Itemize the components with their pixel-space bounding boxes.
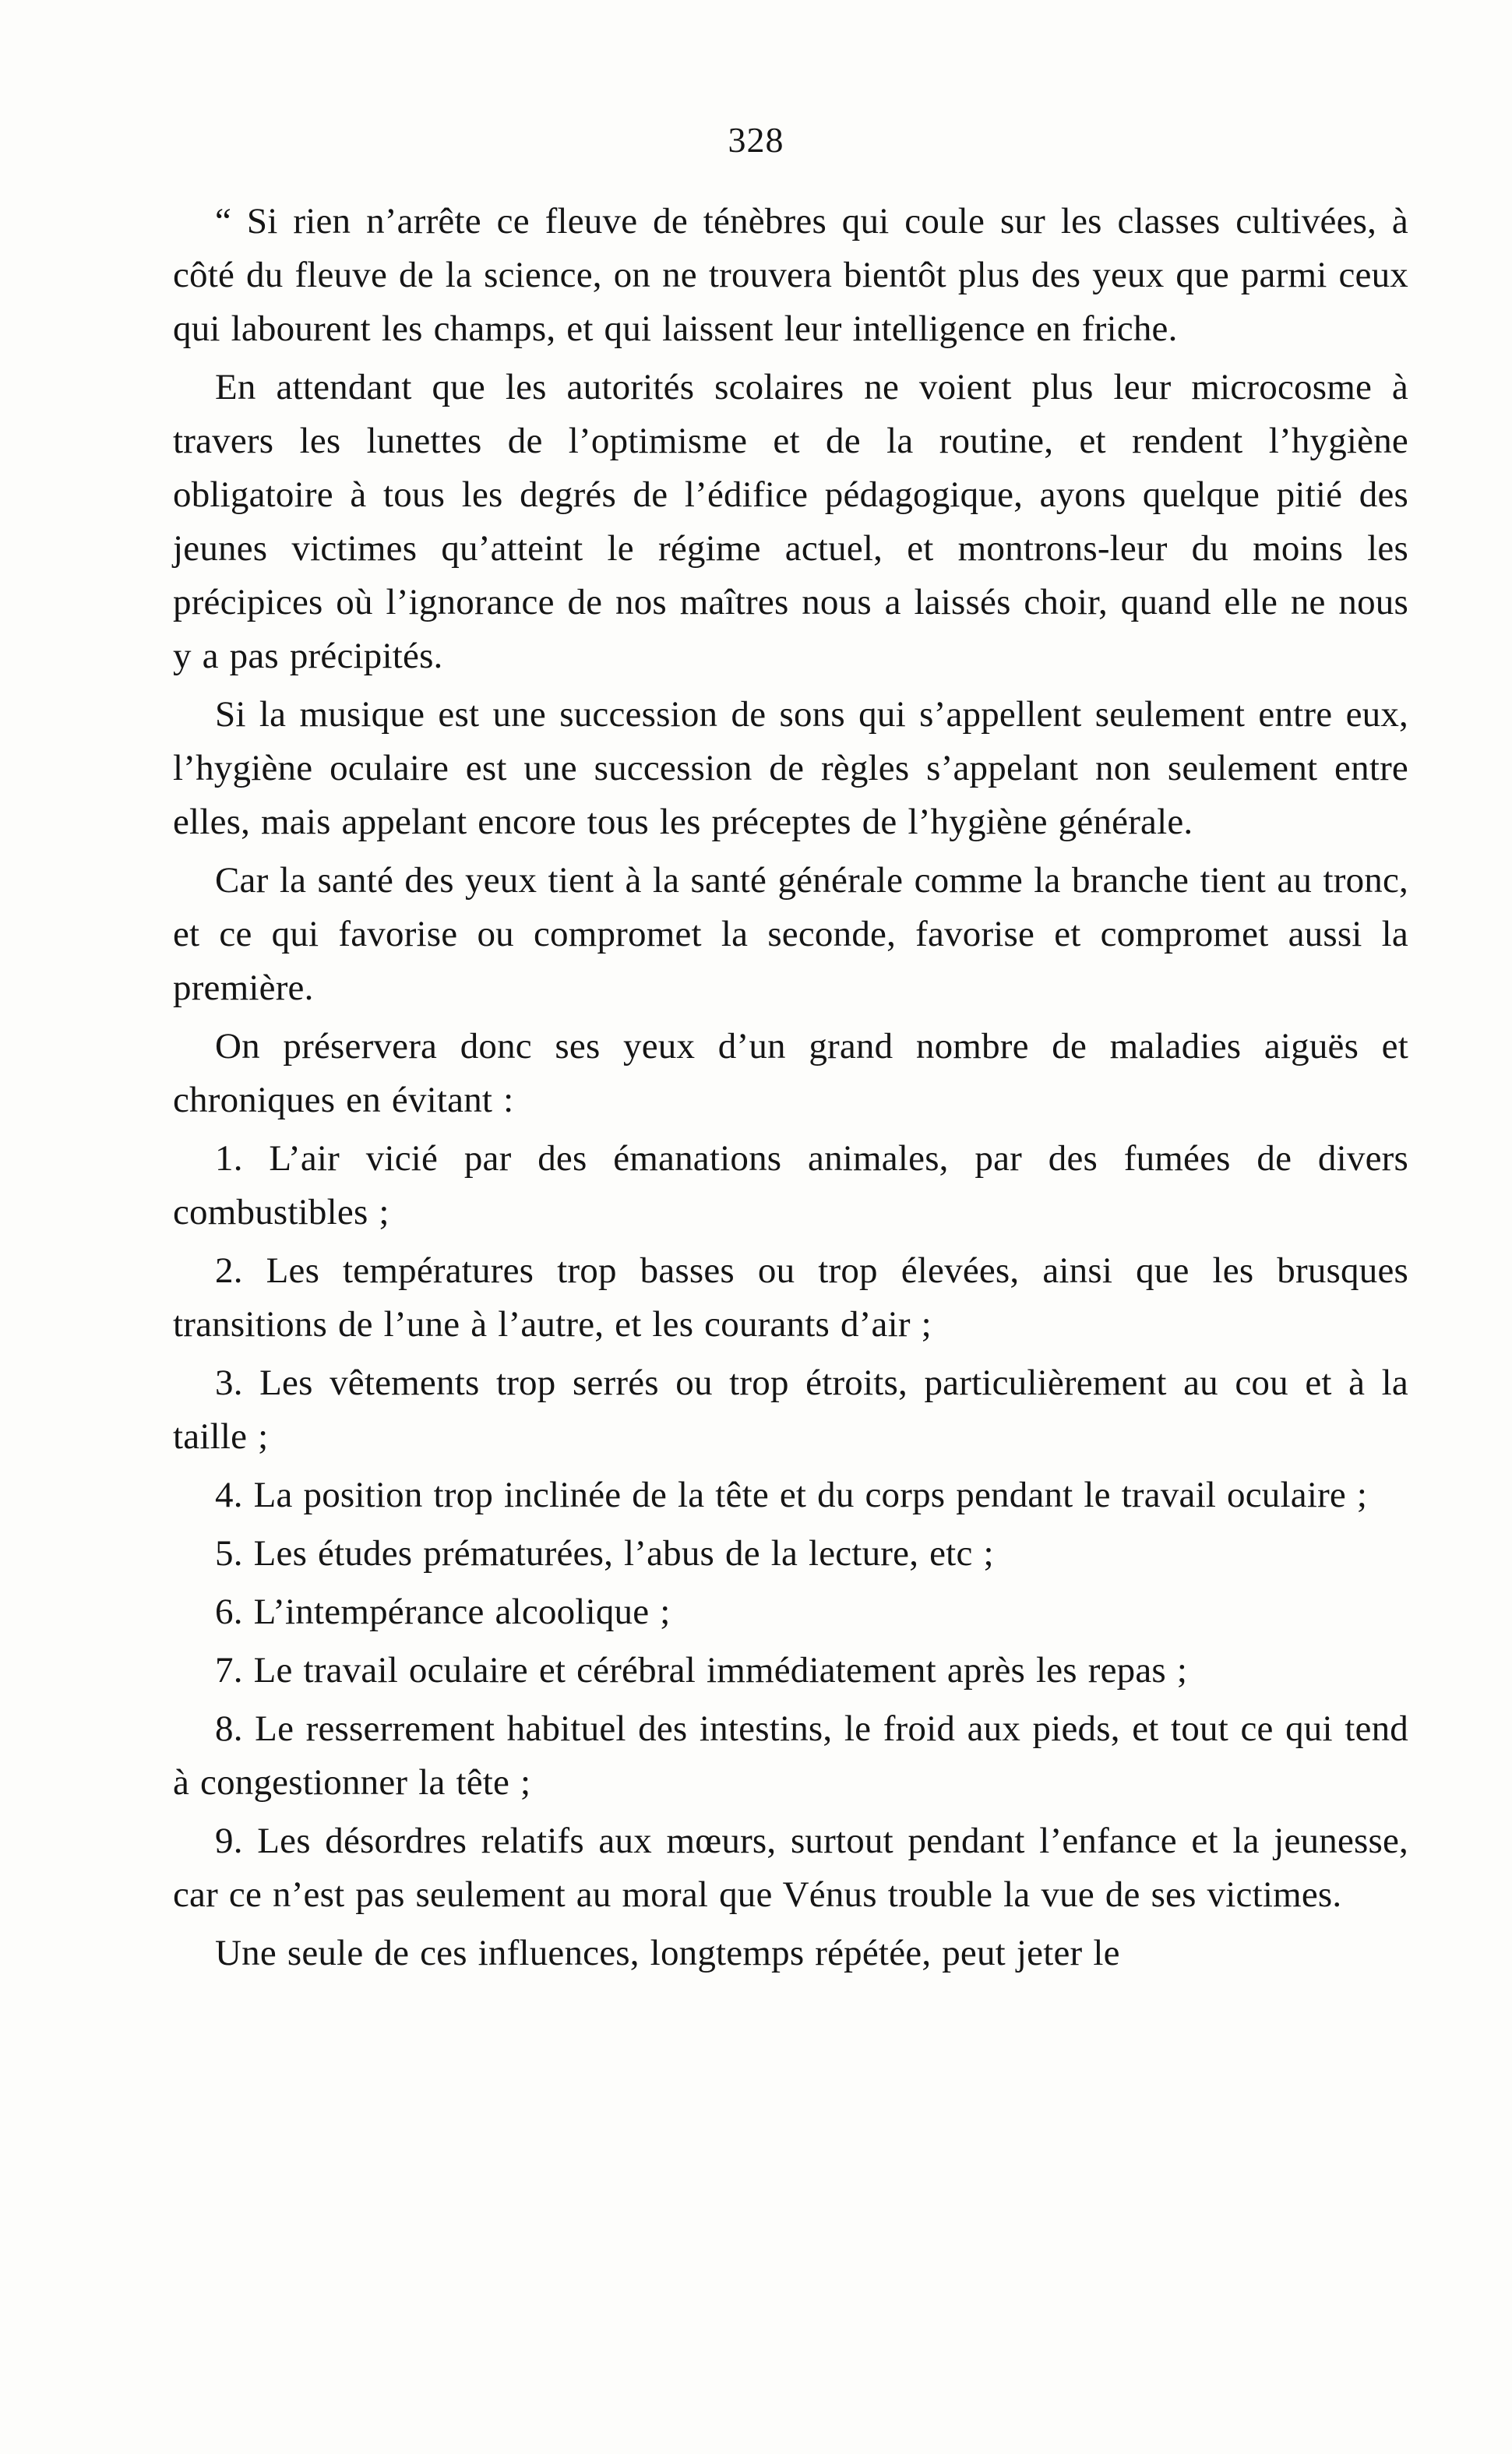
paragraph-quote: “ Si rien n’arrête ce fleuve de ténèbres qui coule sur les classes cultivées, à côté du fleuve de la science, on ne trouvera bientôt plus des yeux que parmi ceux qui labourent les champs, et qui laissent leur intelligence en friche. [173, 201, 1408, 349]
list-item: 6. L’intempérance alcoolique ; [215, 1592, 671, 1632]
paragraph-list-intro: On préservera donc ses yeux d’un grand nombre de maladies aiguës et chroniques en évitant : [173, 1026, 1408, 1120]
list-item: 9. Les désordres relatifs aux mœurs, surtout pendant l’enfance et la jeunesse, car ce n’est pas seulement au moral que Vénus trouble la vue de ses victimes. [173, 1821, 1408, 1915]
page-number: 328 [728, 120, 784, 160]
paragraph-general-health: Car la santé des yeux tient à la santé générale comme la branche tient au tronc, et ce qui favorise ou compromet la seconde, favorise et compromet aussi la première. [173, 860, 1408, 1008]
paragraph-closing: Une seule de ces influences, longtemps répétée, peut jeter le [215, 1933, 1120, 1973]
page-body [173, 195, 1408, 1985]
paragraph-music-analogy: Si la musique est une succession de sons qui s’appellent seulement entre eux, l’hygiène oculaire est une succession de règles s’appelant non seulement entre elles, mais appelant encore tous les préceptes de l’hygiène générale. [173, 694, 1408, 842]
list-item: 8. Le resserrement habituel des intestins, le froid aux pieds, et tout ce qui tend à congestionner la tête ; [173, 1708, 1408, 1803]
list-item: 3. Les vêtements trop serrés ou trop étroits, particulièrement au cou et à la taille ; [173, 1363, 1408, 1457]
list-item: 5. Les études prématurées, l’abus de la lecture, etc ; [215, 1533, 994, 1574]
list-item: 4. La position trop inclinée de la tête et du corps pendant le travail oculaire ; [215, 1475, 1368, 1515]
list-item: 2. Les températures trop basses ou trop élevées, ainsi que les brusques transitions de l’une à l’autre, et les courants d’air ; [173, 1250, 1408, 1345]
list-item: 7. Le travail oculaire et cérébral immédiatement après les repas ; [215, 1650, 1188, 1691]
list-item: 1. L’air vicié par des émanations animales, par des fumées de divers combustibles ; [173, 1138, 1408, 1232]
paragraph-school-authorities: En attendant que les autorités scolaires ne voient plus leur microcosme à travers les lunettes de l’optimisme et de la routine, et rendent l’hygiène obligatoire à tous les degrés de l’édifice pédagogique, ayons quelque pitié des jeunes victimes qu’atteint le régime actuel, et montrons-leur du moins les précipices où l’ignorance de nos maîtres nous a laissés choir, quand elle ne nous y a pas précipités. [173, 367, 1408, 676]
